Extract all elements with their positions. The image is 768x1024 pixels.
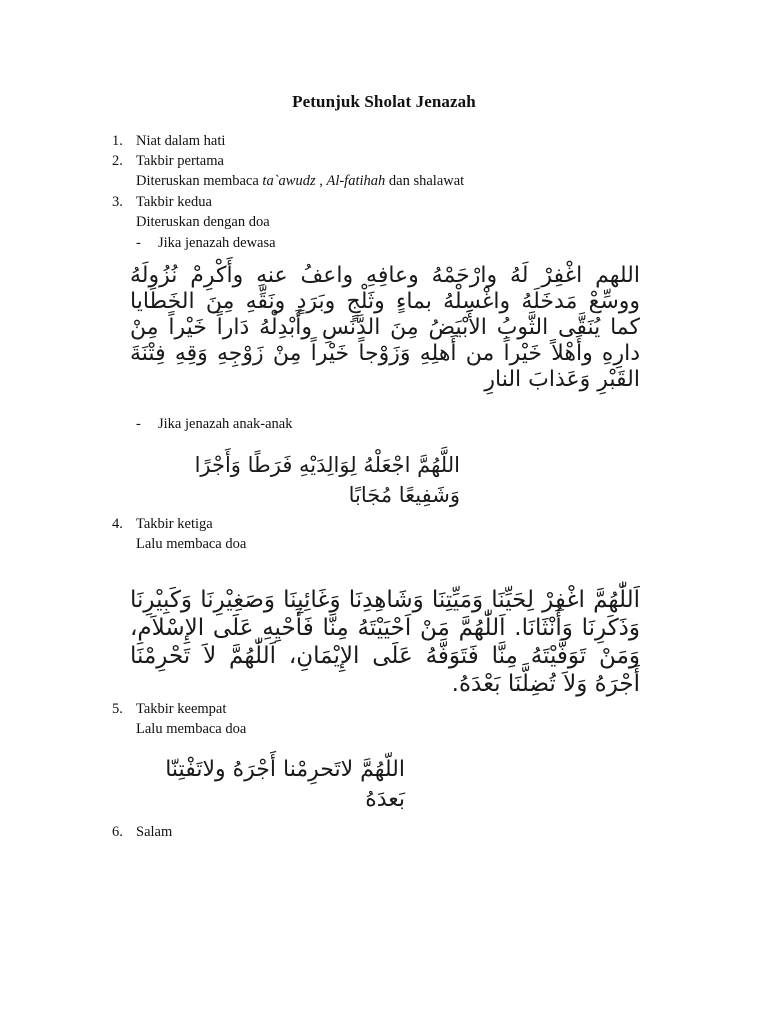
sub-child-label: Jika jenazah anak-anak <box>158 416 293 432</box>
step-2-detail-sep: , <box>315 173 327 189</box>
step-4-detail: Lalu membaca doa <box>136 536 247 552</box>
step-2-detail <box>136 172 464 190</box>
step-5-number: 5. <box>112 701 123 717</box>
step-6-label: Salam <box>136 824 173 840</box>
step-2-detail-suffix: dan shalawat <box>385 173 465 189</box>
step-2-detail-prefix: Diteruskan membaca <box>136 173 263 189</box>
step-3-detail: Diteruskan dengan doa <box>136 214 270 230</box>
step-5-detail: Lalu membaca doa <box>136 721 247 737</box>
step-3-number: 3. <box>112 194 123 210</box>
doa-dewasa-arabic: اللهم اغْفِرْ لَهُ وارْحَمْهُ وعافِهِ واعفُ عنهِ وأَكْرِمْ نُزُولَهُ ووسِّعْ مَدخَلَهُ واغْسِلْهُ بماءٍ وثَلْجٍ وبَرَدٍ ونَقِّهِ مِنَ الخَطَايا كما يُنَقَّى الثَّوبُ الأَبْيَضُ مِنَ الدَّنَسِ وأَبْدِلْهُ دَاراً خَيْراً مِنْ دارِهِ وأَهْلاً خَيْراً من أَهلِهِ وَزَوْجاً خَيْراً مِنْ زَوْجِهِ وَقِهِ فِتْنَةَ القَبْرِ وَعَذابَ النارِ <box>130 263 640 392</box>
step-1-label: Niat dalam hati <box>136 133 226 149</box>
step-2-detail-taawudz: ta`awudz <box>262 173 316 189</box>
step-2-number: 2. <box>112 153 123 169</box>
page-title: Petunjuk Sholat Jenazah <box>292 92 476 111</box>
step-1-number: 1. <box>112 133 123 149</box>
step-4-number: 4. <box>112 516 123 532</box>
sub-adult-dash: - <box>136 235 141 251</box>
sub-child-dash: - <box>136 416 141 432</box>
step-6-number: 6. <box>112 824 123 840</box>
step-2-detail-alfatihah: Al-fatihah <box>326 173 386 189</box>
step-3-label: Takbir kedua <box>136 194 212 210</box>
sub-adult-label: Jika jenazah dewasa <box>158 235 276 251</box>
doa-ketiga-arabic: اَللّٰهُمَّ اغْفِرْ لِحَيِّنَا وَمَيِّتِنَا وَشَاهِدِنَا وَغَائِبِنَا وَصَغِيْرِنَا وَكَبِيْرِنَا وَذَكَرِنَا وَأُنْثَانَا. اَللّٰهُمَّ مَنْ اَحْيَيْتَهُ مِنَّا فَأَحْيِهِ عَلَى الإِسْلاَمِ، وَمَنْ تَوَفَّيْتَهُ مِنَّا فَتَوَفَّهُ عَلَى الإِيْمَانِ، اَللّٰهُمَّ لاَ تَحْرِمْنَا أَجْرَهُ وَلاَ تُضِلَّنَا بَعْدَهُ. <box>130 587 640 697</box>
doa-anak-arabic: اللَّهُمَّ اجْعَلْهُ لِوَالِدَيْهِ فَرَطًا وَأَجْرًا وَشَفِيعًا مُجَابًا <box>194 453 460 507</box>
step-4-label: Takbir ketiga <box>136 516 213 532</box>
step-5-label: Takbir keempat <box>136 701 227 717</box>
doa-keempat-arabic: اللّهُمَّ لاتَحرِمْنا أَجْرَهُ ولاتَفْتِنّا بَعدَهُ <box>165 757 405 812</box>
step-2-label: Takbir pertama <box>136 153 224 169</box>
